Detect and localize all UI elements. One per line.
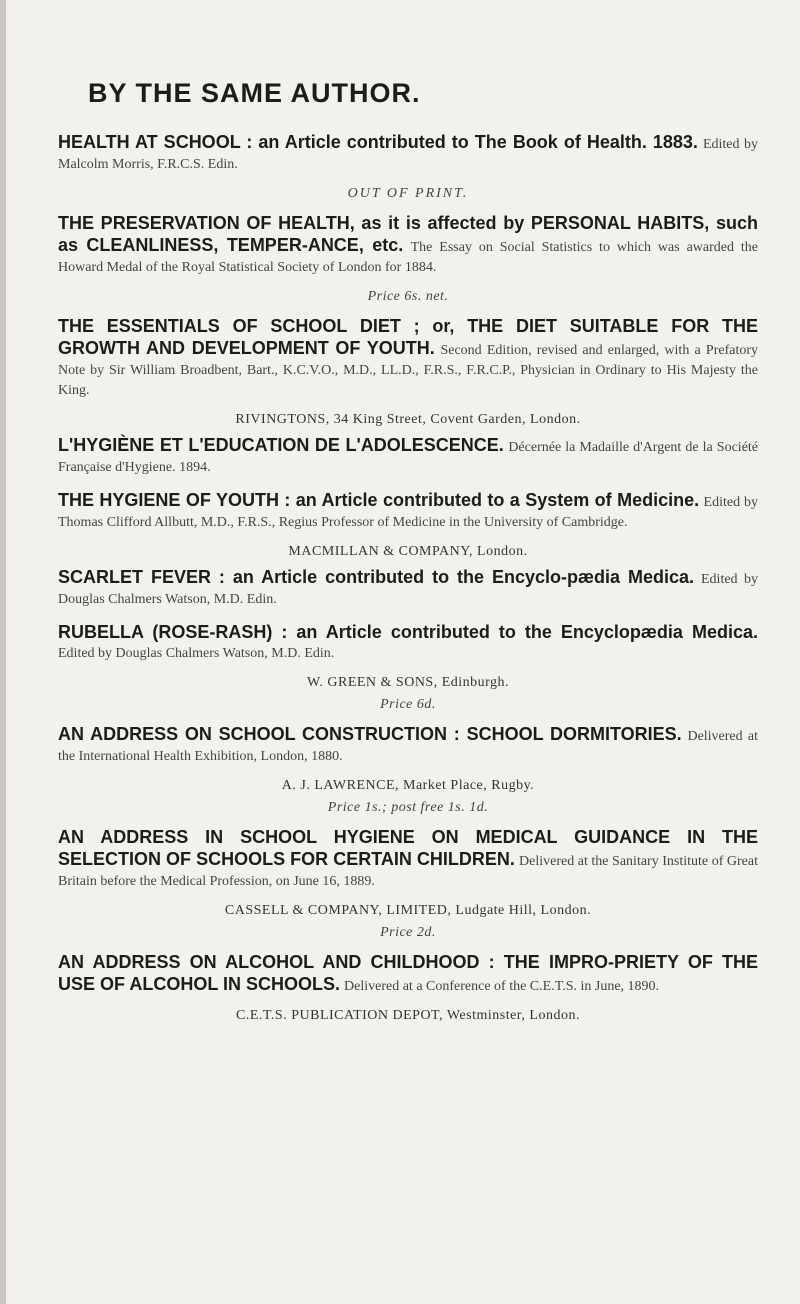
publisher-imprint: CASSELL & COMPANY, LIMITED, Ludgate Hill, London. xyxy=(224,903,592,918)
list-item xyxy=(58,434,758,477)
list-item xyxy=(58,723,758,766)
entry-description: Edited by Douglas Chalmers Watson, M.D. Edin. xyxy=(58,572,759,607)
entry-title: AN ADDRESS ON ALCOHOL AND CHILDHOOD : THE IMPRO-PRIETY OF THE USE OF ALCOHOL IN SCHOOLS. xyxy=(58,952,758,994)
entry-title: THE PRESERVATION OF HEALTH, as it is affected by PERSONAL HABITS, such as CLEANLINESS, TEMPER-ANCE, etc. xyxy=(58,213,758,255)
list-item xyxy=(58,951,758,996)
entry-title: RUBELLA (ROSE-RASH) : an Article contributed to the Encyclopædia Medica. xyxy=(58,622,758,642)
entry-description: Delivered at a Conference of the C.E.T.S. in June, 1890. xyxy=(344,979,660,994)
page-edge xyxy=(0,0,6,1304)
publisher-imprint: W. GREEN & SONS, Edinburgh. xyxy=(306,675,510,690)
entry-description: Delivered at the Sanitary Institute of Great Britain before the Medical Profession, on June 16, 1889. xyxy=(58,854,759,889)
list-item xyxy=(58,826,758,891)
publisher-imprint: C.E.T.S. PUBLICATION DEPOT, Westminster, London. xyxy=(236,1008,580,1023)
price-note: Price 6d. xyxy=(380,697,436,712)
entry-description: Second Edition, revised and enlarged, with a Prefatory Note by Sir William Broadbent, Bart., K.C.V.O., M.D., LL.D., F.R.S., F.R.C.P., Physician in Ordinary to His Majesty the King. xyxy=(58,343,759,398)
publisher-imprint: A. J. LAWRENCE, Market Place, Rugby. xyxy=(281,778,535,793)
price-note: Price 2d. xyxy=(380,925,436,940)
entry-description: Edited by Douglas Chalmers Watson, M.D. Edin. xyxy=(58,646,335,661)
entry-description: The Essay on Social Statistics to which was awarded the Howard Medal of the Royal Statistical Society of London for 1884. xyxy=(58,240,759,275)
publisher-imprint: MACMILLAN & COMPANY, London. xyxy=(288,544,528,559)
list-item xyxy=(58,131,758,174)
entry-title: L'HYGIÈNE ET L'EDUCATION DE L'ADOLESCENCE. xyxy=(58,435,504,455)
entry-description: Edited by Thomas Clifford Allbutt, M.D., F.R.S., Regius Professor of Medicine in the University of Cambridge. xyxy=(58,495,759,530)
list-item xyxy=(58,621,758,663)
publisher-imprint: RIVINGTONS, 34 King Street, Covent Garden, London. xyxy=(235,412,581,427)
entry-title: THE HYGIENE OF YOUTH : an Article contributed to a System of Medicine. xyxy=(58,490,700,510)
list-item xyxy=(58,212,758,277)
list-item xyxy=(58,489,758,532)
list-item xyxy=(58,566,758,609)
out-of-print-note: OUT OF PRINT. xyxy=(347,186,469,201)
entry-title: SCARLET FEVER : an Article contributed to the Encyclo-pædia Medica. xyxy=(58,567,695,587)
book-advertisement-page xyxy=(58,78,758,1030)
entry-title: HEALTH AT SCHOOL : an Article contributed to The Book of Health. 1883. xyxy=(58,132,698,152)
price-note: Price 6s. net. xyxy=(367,289,449,304)
entry-description: Delivered at the International Health Exhibition, London, 1880. xyxy=(58,729,759,764)
entry-description: Décernée la Madaille d'Argent de la Société Française d'Hygiene. 1894. xyxy=(58,440,759,475)
entry-title: AN ADDRESS IN SCHOOL HYGIENE ON MEDICAL GUIDANCE IN THE SELECTION OF SCHOOLS FOR CERTAIN CHILDREN. xyxy=(58,827,758,869)
page-heading: BY THE SAME AUTHOR. xyxy=(88,78,421,108)
list-item xyxy=(58,315,758,400)
entry-title: AN ADDRESS ON SCHOOL CONSTRUCTION : SCHOOL DORMITORIES. xyxy=(58,724,682,744)
entry-description: Edited by Malcolm Morris, F.R.C.S. Edin. xyxy=(58,137,759,172)
entry-title: THE ESSENTIALS OF SCHOOL DIET ; or, THE DIET SUITABLE FOR THE GROWTH AND DEVELOPMENT OF YOUTH. xyxy=(58,316,758,358)
price-note: Price 1s.; post free 1s. 1d. xyxy=(327,800,489,815)
